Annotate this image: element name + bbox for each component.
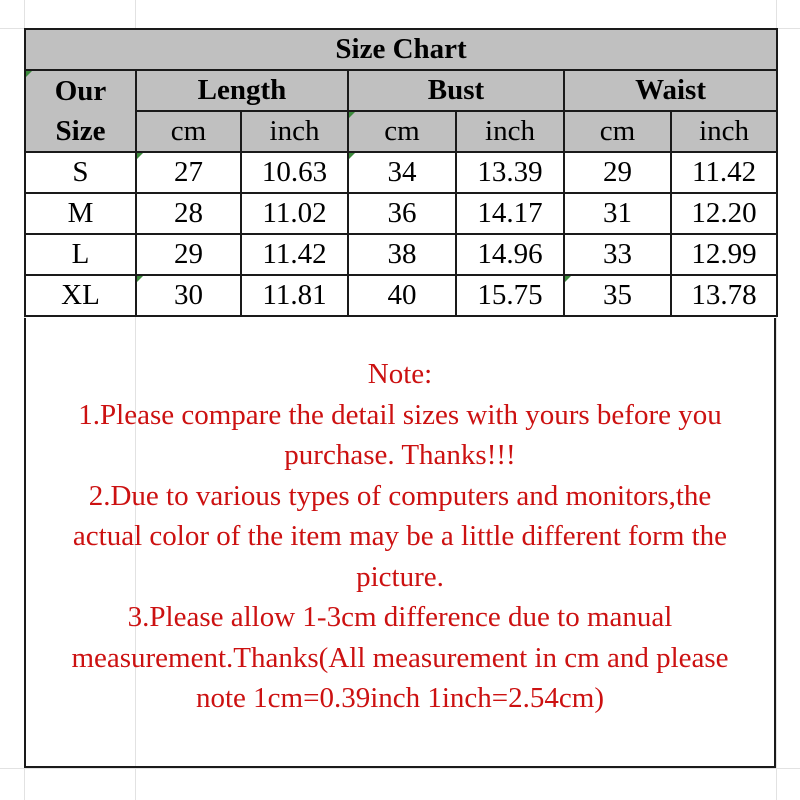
table-row [25, 193, 777, 234]
value-cell: 40 [348, 275, 456, 316]
group-header-row [25, 70, 777, 111]
note-line: actual color of the item may be a little different form the [72, 520, 728, 552]
unit-header: cm [564, 111, 671, 152]
group-header-length: Length [136, 70, 348, 111]
note-line: note 1cm=0.39inch 1inch=2.54cm) [195, 682, 604, 714]
note-line: 2.Due to various types of computers and monitors,the [88, 479, 712, 512]
value-cell: 10.63 [241, 152, 348, 193]
note-text [36, 354, 764, 719]
group-header-waist: Waist [564, 70, 777, 111]
table-row [25, 275, 777, 316]
value-cell: 11.42 [241, 234, 348, 275]
value-cell: 28 [136, 193, 241, 234]
chart-title: Size Chart [25, 29, 777, 70]
unit-header: inch [671, 111, 777, 152]
note-line: picture. [356, 560, 444, 593]
size-chart-sheet [24, 28, 776, 768]
size-cell: M [25, 193, 136, 234]
note-line: 1.Please compare the detail sizes with yours before you [78, 398, 722, 431]
value-cell: 38 [348, 234, 456, 275]
table-row [25, 234, 777, 275]
gridline [0, 768, 800, 769]
our-size-line1: Our [54, 75, 107, 107]
unit-header: cm [348, 111, 456, 152]
value-cell: 34 [348, 152, 456, 193]
value-cell: 27 [136, 152, 241, 193]
note-line: 3.Please allow 1-3cm difference due to manual [127, 601, 673, 633]
unit-header-row [25, 111, 777, 152]
note-box [24, 318, 776, 768]
value-cell: 14.96 [456, 234, 564, 275]
our-size-line2: Size [55, 115, 106, 147]
unit-header: inch [456, 111, 564, 152]
unit-header: cm [136, 111, 241, 152]
value-cell: 11.81 [241, 275, 348, 316]
value-cell: 14.17 [456, 193, 564, 234]
value-cell: 36 [348, 193, 456, 234]
note-line: measurement.Thanks(All measurement in cm and please [71, 641, 729, 674]
note-line: purchase. Thanks!!! [284, 439, 516, 471]
size-chart-table [24, 28, 778, 317]
value-cell: 29 [564, 152, 671, 193]
value-cell: 11.42 [671, 152, 777, 193]
value-cell: 13.78 [671, 275, 777, 316]
value-cell: 12.20 [671, 193, 777, 234]
size-cell: L [25, 234, 136, 275]
table-row [25, 152, 777, 193]
value-cell: 12.99 [671, 234, 777, 275]
title-row [25, 29, 777, 70]
size-cell: XL [25, 275, 136, 316]
value-cell: 35 [564, 275, 671, 316]
group-header-bust: Bust [348, 70, 564, 111]
unit-header: inch [241, 111, 348, 152]
value-cell: 30 [136, 275, 241, 316]
value-cell: 11.02 [241, 193, 348, 234]
our-size-header [25, 70, 136, 152]
value-cell: 15.75 [456, 275, 564, 316]
value-cell: 31 [564, 193, 671, 234]
value-cell: 13.39 [456, 152, 564, 193]
size-cell: S [25, 152, 136, 193]
value-cell: 33 [564, 234, 671, 275]
note-heading: Note: [367, 358, 433, 390]
value-cell: 29 [136, 234, 241, 275]
